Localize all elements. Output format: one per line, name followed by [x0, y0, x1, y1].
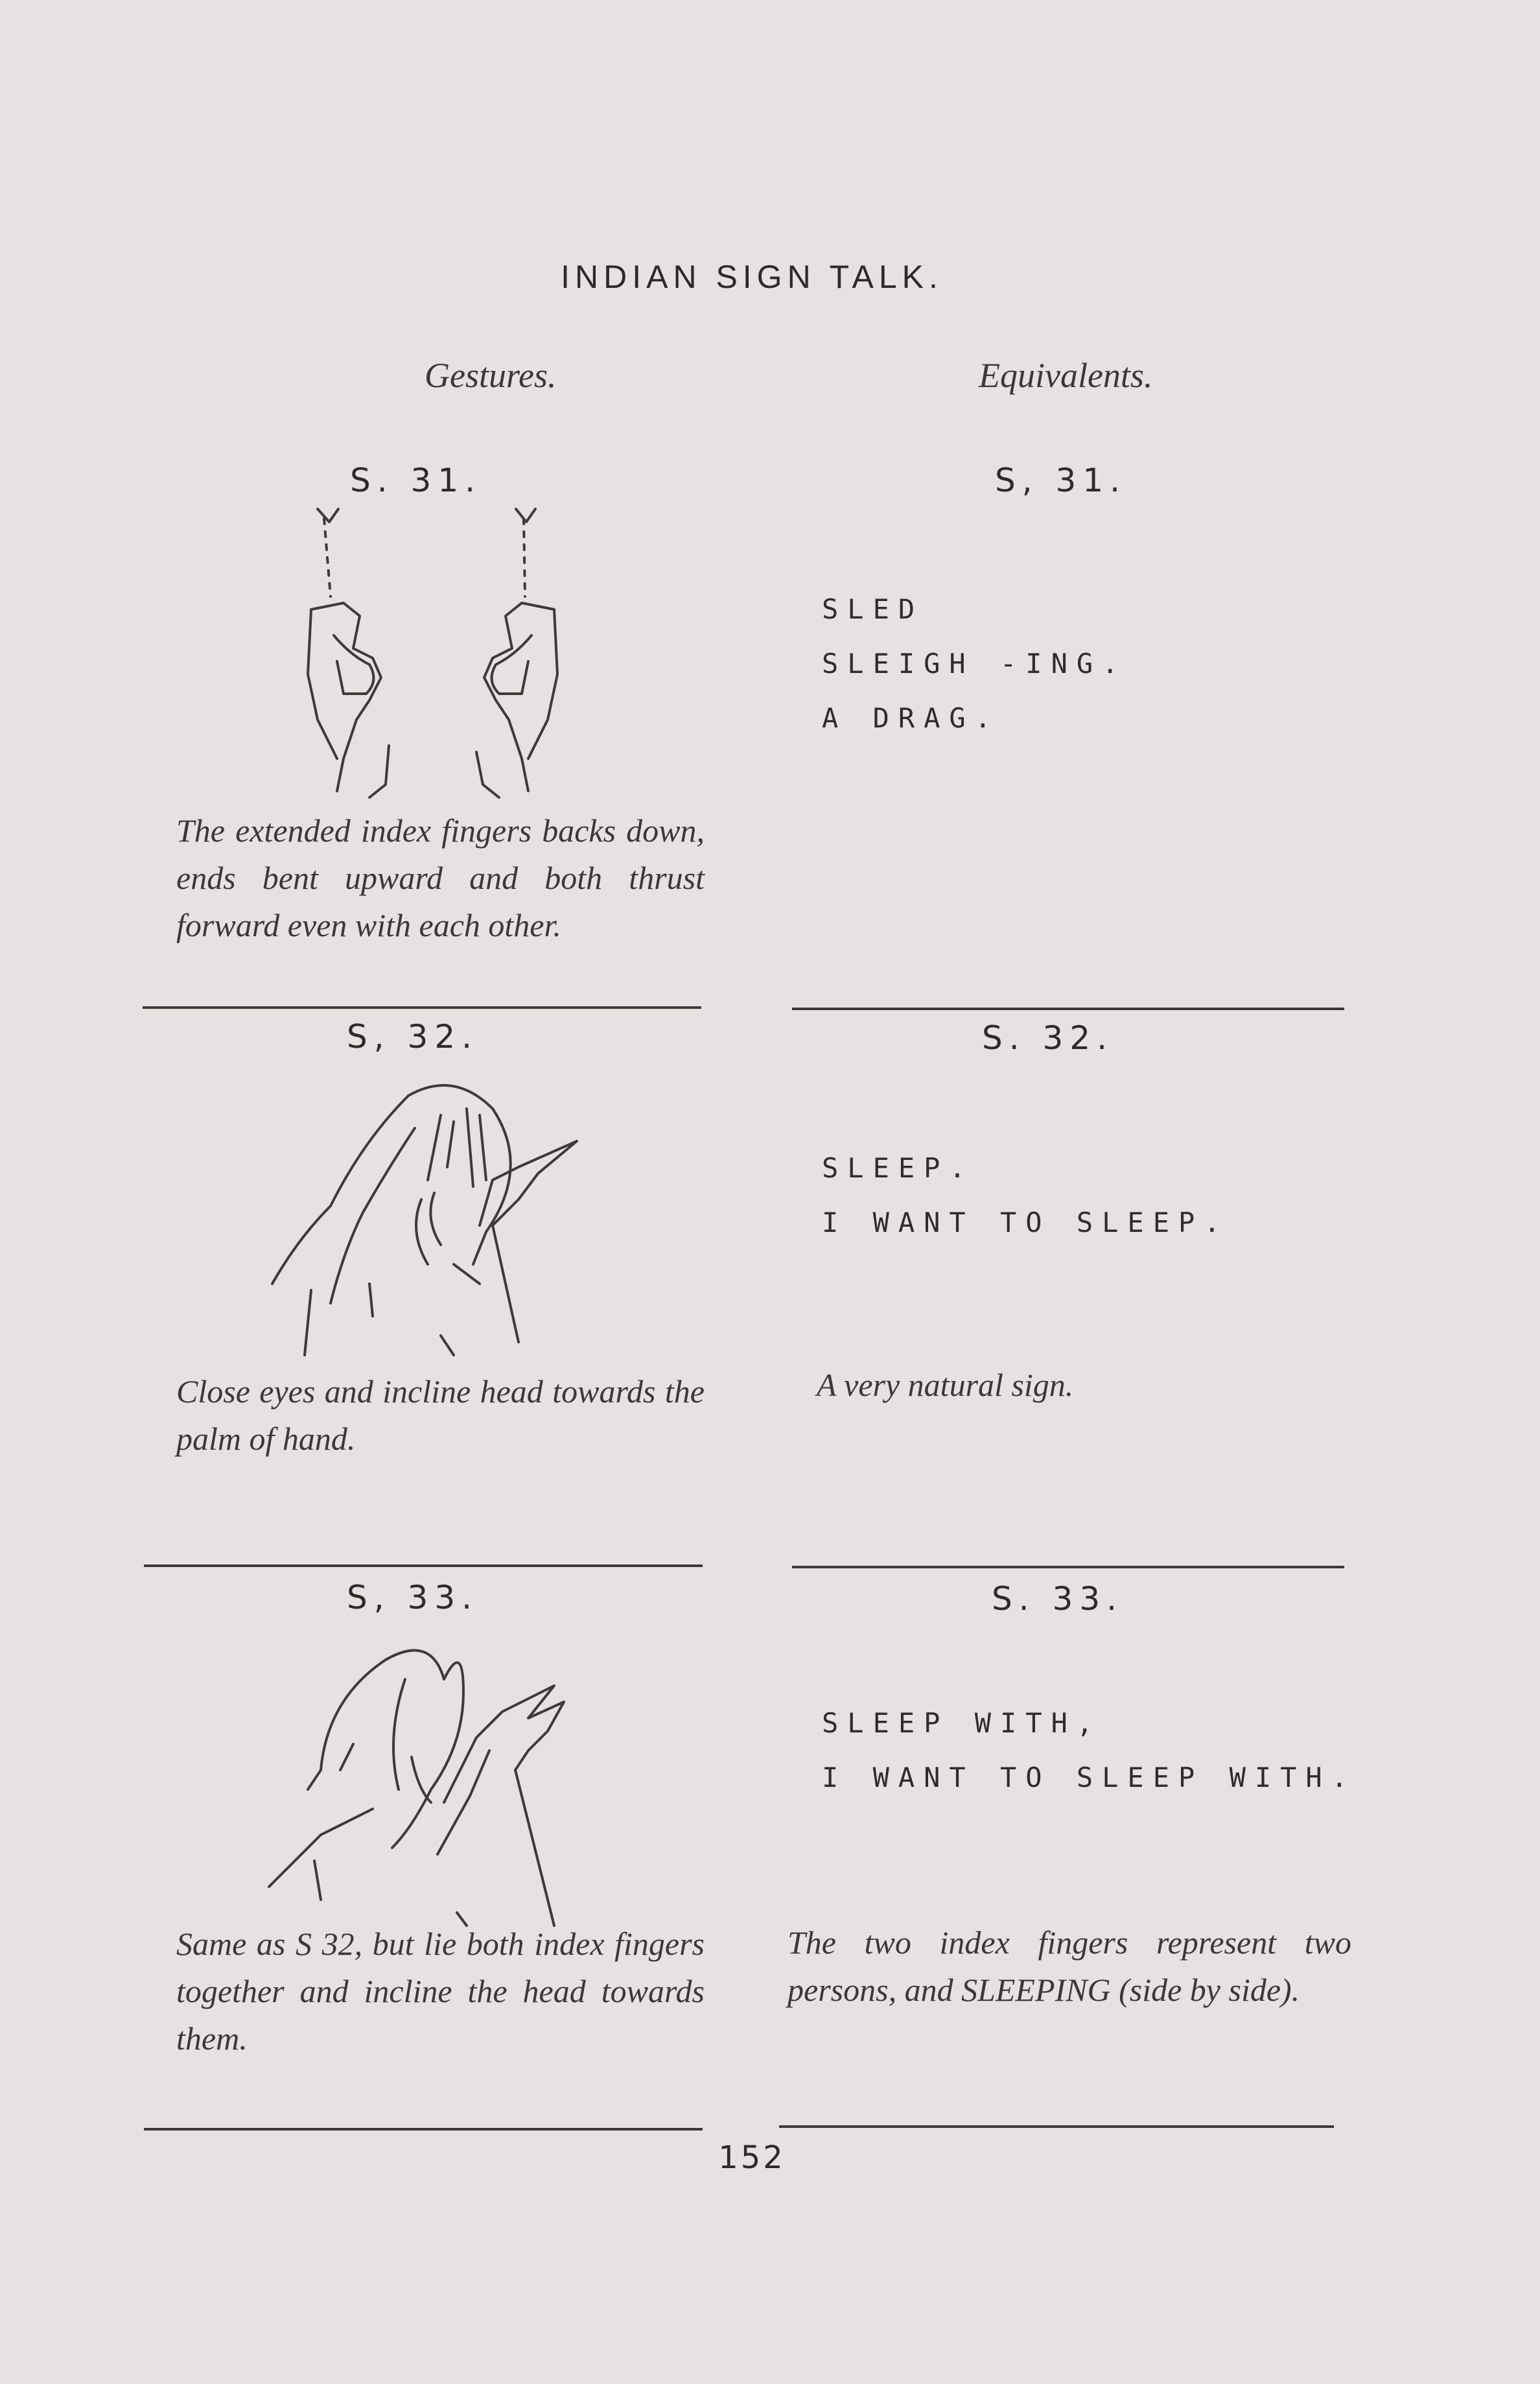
section-divider [779, 2125, 1334, 2128]
entry-code-left: S, 32. [347, 1018, 479, 1056]
hands-index-fingers-illustration [298, 506, 570, 810]
gesture-description: Same as S 32, but lie both index fingers together and incline the head towards them. [176, 1926, 705, 2057]
section-divider [792, 1008, 1344, 1010]
page-title: INDIAN SIGN TALK. [561, 259, 943, 295]
equivalent-item: I WANT TO SLEEP. [822, 1207, 1230, 1238]
equivalent-item: A DRAG. [822, 702, 1001, 734]
entry-code-right: S. 32. [982, 1019, 1114, 1057]
equivalent-item: I WANT TO SLEEP WITH. [822, 1762, 1357, 1793]
equivalents-list [822, 1141, 1405, 1250]
gestures-column-heading: Gestures. [425, 356, 557, 395]
entry-code-left: S. 31. [350, 462, 482, 499]
head-toward-two-fingers-illustration [256, 1640, 593, 1926]
section-divider [792, 1566, 1344, 1568]
head-toward-palm-illustration [259, 1070, 596, 1355]
equivalent-note: The two index fingers represent two persons, and SLEEPING (side by side). [788, 1924, 1351, 2008]
section-divider [144, 1564, 703, 1567]
equivalents-list [822, 1696, 1405, 1805]
equivalents-list [822, 582, 1405, 746]
equivalent-item: SLEIGH -ING. [822, 648, 1128, 679]
equivalents-column-heading: Equivalents. [979, 356, 1153, 395]
section-divider [143, 1006, 701, 1009]
equivalent-item: SLED [822, 593, 924, 625]
page-number: 152 [718, 2140, 786, 2176]
entry-code-right: S. 33. [992, 1580, 1124, 1618]
equivalent-note: A very natural sign. [817, 1367, 1074, 1403]
equivalent-item: SLEEP. [822, 1152, 975, 1184]
gesture-description: The extended index fingers backs down, ends bent upward and both thrust forward even with each other. [176, 812, 705, 943]
entry-code-left: S, 33. [347, 1579, 479, 1616]
equivalent-item: SLEEP WITH, [822, 1707, 1102, 1739]
entry-code-right: S, 31. [995, 462, 1127, 499]
section-divider [144, 2128, 703, 2130]
gesture-description: Close eyes and incline head towards the palm of hand. [176, 1373, 705, 1457]
